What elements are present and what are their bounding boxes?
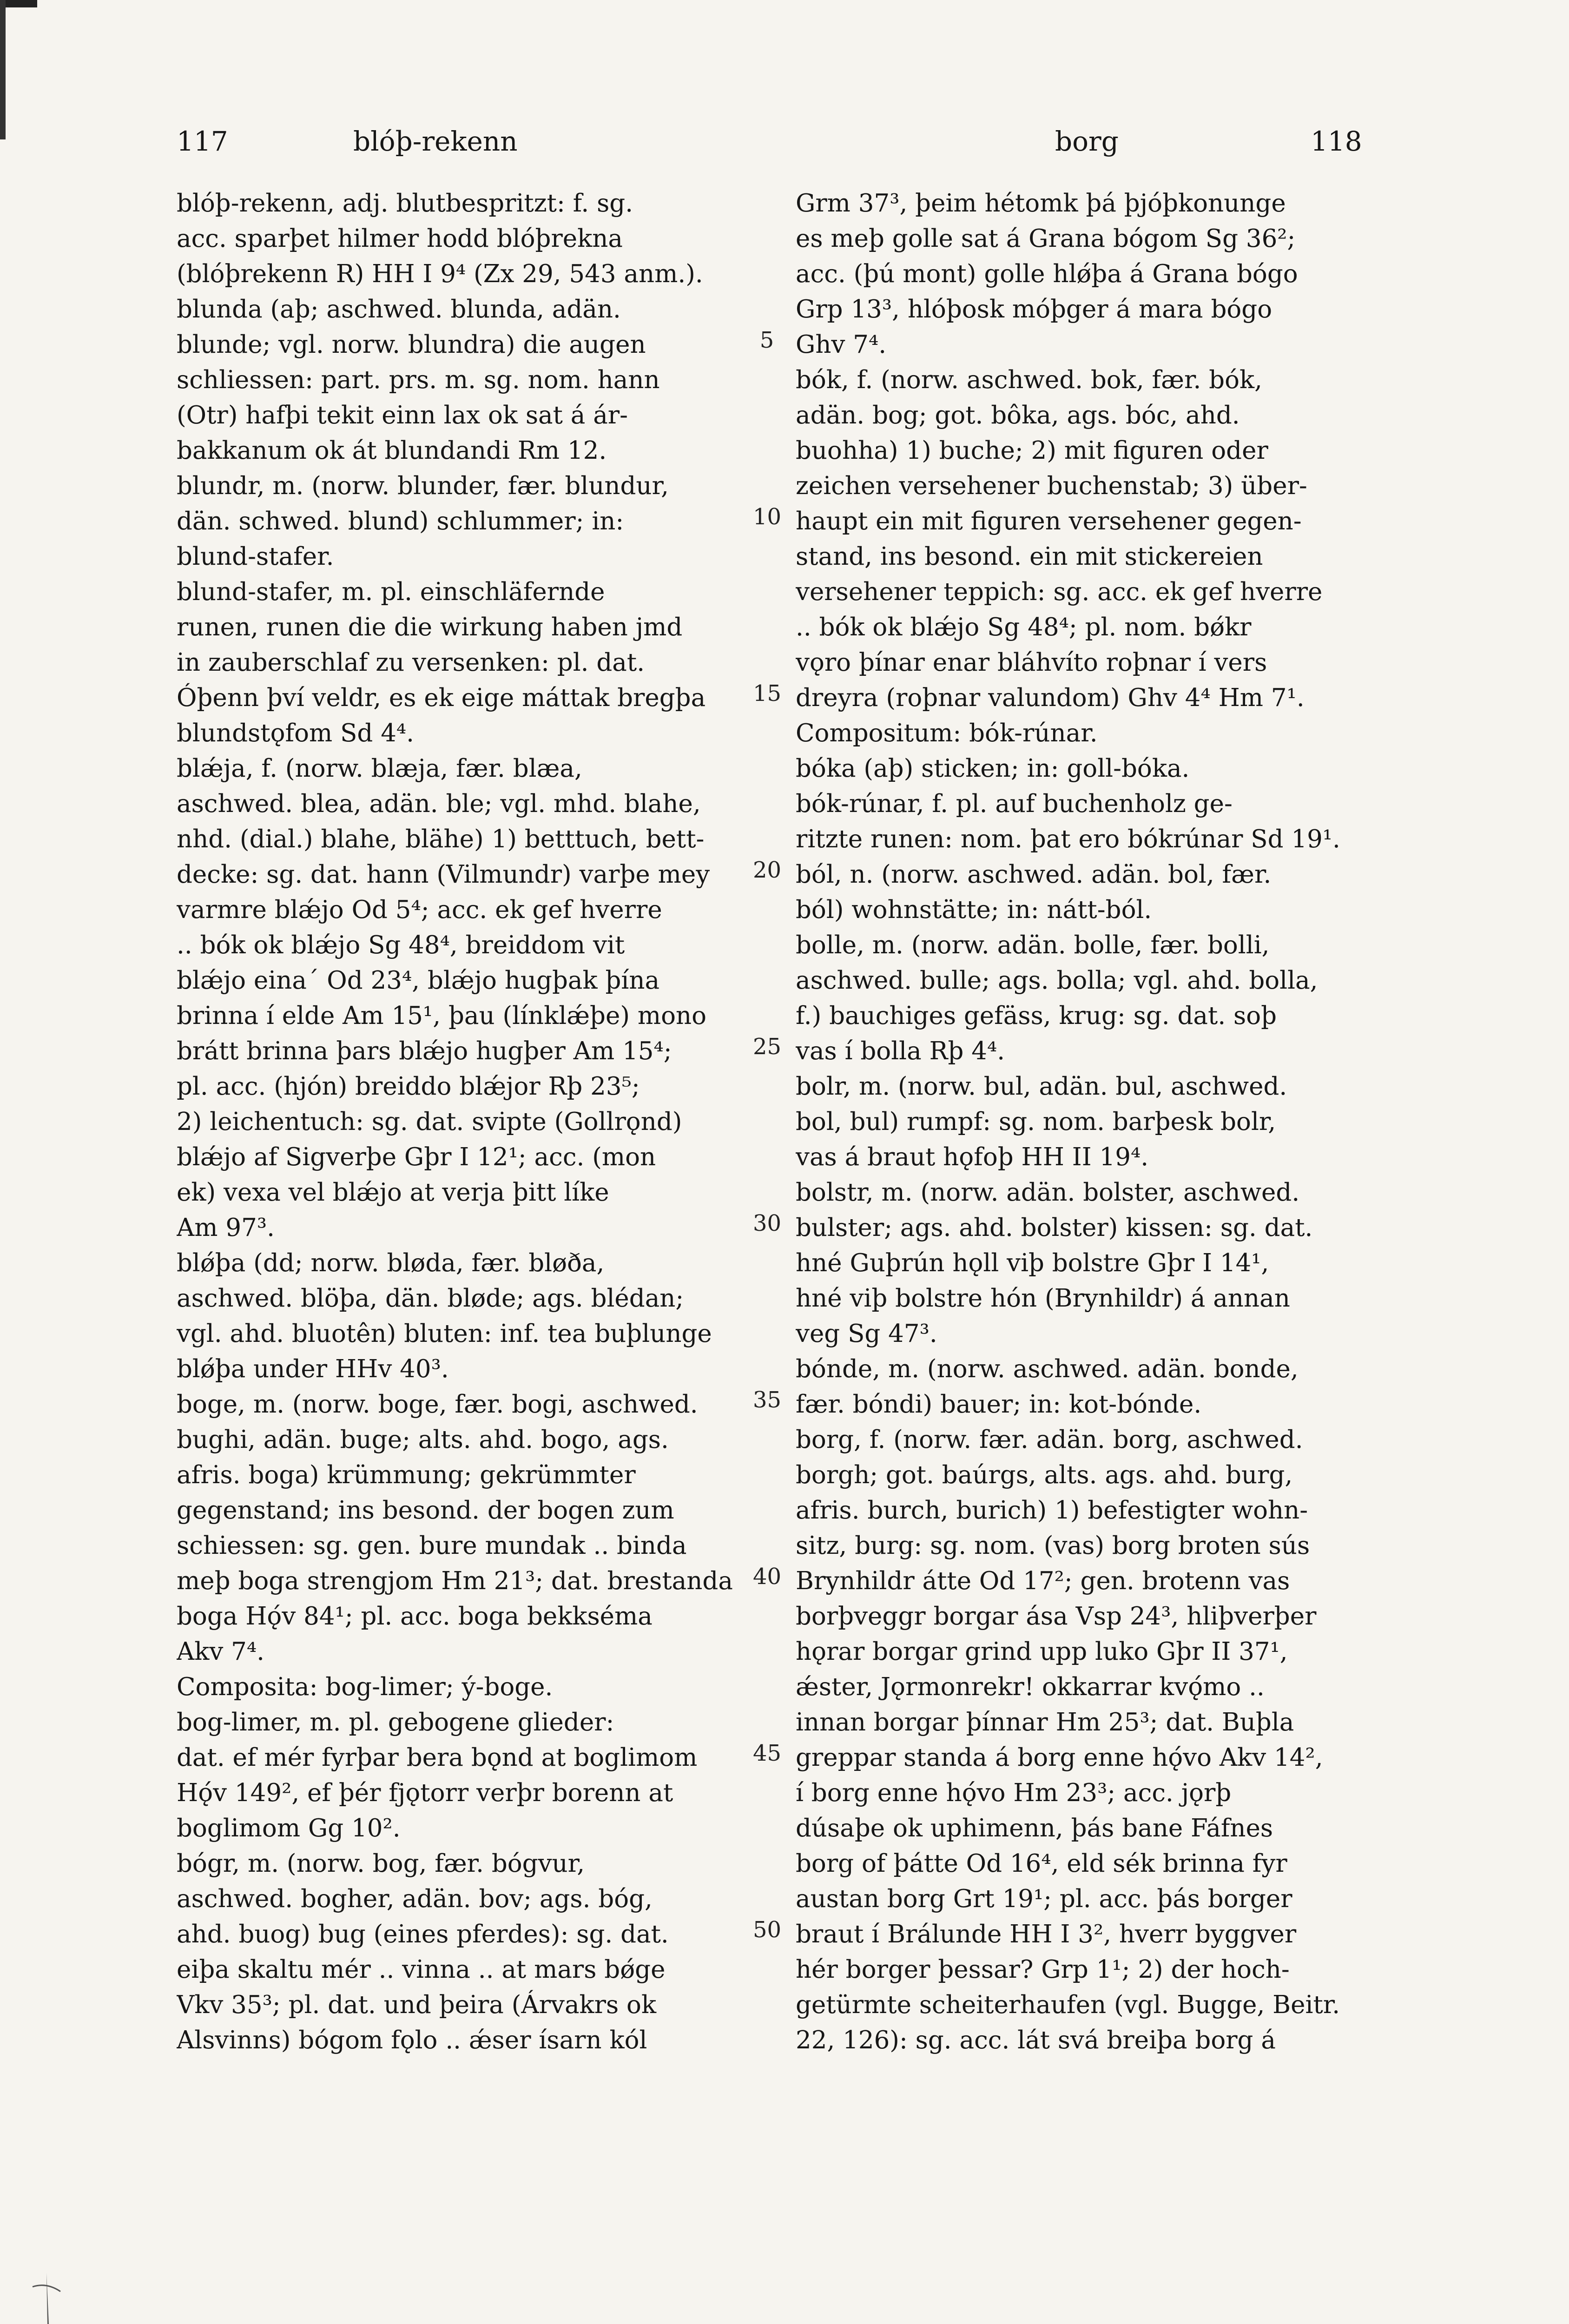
left-page-number: 117 xyxy=(177,125,228,157)
left-column-line: bakkanum ok át blundandi Rm 12. xyxy=(177,436,607,465)
left-column-line: Óþenn því veldr, es ek eige máttak bregþa xyxy=(177,684,706,712)
left-column-line: gegenstand; ins besond. der bogen zum xyxy=(177,1496,674,1525)
left-column-line: blǿþa under HHv 40³. xyxy=(177,1355,449,1383)
left-column-line: (blóþrekenn R) HH I 9⁴ (Zx 29, 543 anm.). xyxy=(177,260,703,288)
right-column-line: hǫrar borgar grind upp luko Gþr II 37¹, xyxy=(796,1637,1288,1666)
right-column-line: borþveggr borgar ása Vsp 24³, hliþverþer xyxy=(796,1602,1317,1631)
right-column-line: fær. bóndi) bauer; in: kot-bónde. xyxy=(796,1390,1202,1419)
left-column-line: blund-stafer. xyxy=(177,542,334,571)
right-column-line: f.) bauchiges gefäss, krug: sg. dat. soþ xyxy=(796,1002,1277,1030)
line-number: 35 xyxy=(753,1387,782,1413)
left-guide-word: blóþ-rekenn xyxy=(353,125,518,157)
left-column-line: bog-limer, m. pl. gebogene glieder: xyxy=(177,1708,614,1736)
left-column-line: meþ boga strengjom Hm 21³; dat. brestanda xyxy=(177,1567,733,1595)
right-column-line: hér borger þessar? Grp 1¹; 2) der hoch- xyxy=(796,1955,1290,1984)
line-number: 45 xyxy=(753,1740,782,1766)
right-column-line: 22, 126): sg. acc. lát svá breiþa borg á xyxy=(796,2026,1276,2054)
line-number: 5 xyxy=(759,327,774,353)
right-column-line: borgh; got. baúrgs, alts. ags. ahd. burg, xyxy=(796,1461,1293,1489)
left-column-line: vgl. ahd. bluotên) bluten: inf. tea buþlunge xyxy=(177,1320,712,1348)
left-column-line: runen, runen die die wirkung haben jmd xyxy=(177,613,683,641)
right-column-line: vas í bolla Rþ 4⁴. xyxy=(796,1037,1005,1065)
left-column-line: blóþ-rekenn, adj. blutbespritzt: f. sg. xyxy=(177,189,633,218)
left-column-line: acc. sparþet hilmer hodd blóþrekna xyxy=(177,224,623,253)
left-column-line: schliessen: part. prs. m. sg. nom. hann xyxy=(177,366,660,394)
right-column-line: versehener teppich: sg. acc. ek gef hverre xyxy=(796,578,1323,606)
line-number: 15 xyxy=(753,680,782,706)
right-column-line: haupt ein mit figuren versehener gegen- xyxy=(796,507,1302,535)
line-number: 40 xyxy=(753,1564,782,1590)
right-column-line: afris. burch, burich) 1) befestigter wohn- xyxy=(796,1496,1308,1525)
left-column-line: blund-stafer, m. pl. einschläfernde xyxy=(177,578,605,606)
right-page-number: 118 xyxy=(1311,125,1362,157)
left-column-line: brinna í elde Am 15¹, þau (línklǽþe) mono xyxy=(177,1002,707,1030)
left-column-line: pl. acc. (hjón) breiddo blǽjor Rþ 23⁵; xyxy=(177,1072,640,1101)
line-number: 25 xyxy=(753,1034,782,1060)
left-column-line: boge, m. (norw. boge, fær. bogi, aschwed. xyxy=(177,1390,698,1419)
right-column-line: Grm 37³, þeim hétomk þá þjóþkonunge xyxy=(796,189,1286,218)
left-column-line: blǿþa (dd; norw. bløda, fær. bløða, xyxy=(177,1249,605,1277)
right-column-line: .. bók ok blǽjo Sg 48⁴; pl. nom. bǿkr xyxy=(796,613,1252,641)
right-column-line: sitz, burg: sg. nom. (vas) borg broten sús xyxy=(796,1532,1310,1560)
right-column-line: getürmte scheiterhaufen (vgl. Bugge, Beitr. xyxy=(796,1991,1340,2019)
left-column-line: 2) leichentuch: sg. dat. svipte (Gollrǫnd) xyxy=(177,1108,682,1136)
left-column-line: Vkv 35³; pl. dat. und þeira (Árvakrs ok xyxy=(177,1991,657,2019)
right-column-line: greppar standa á borg enne hǫ́vo Akv 14², xyxy=(796,1743,1323,1772)
left-column-line: boglimom Gg 10². xyxy=(177,1814,401,1842)
scan-edge-mark xyxy=(0,0,37,7)
right-column-line: zeichen versehener buchenstab; 3) über- xyxy=(796,472,1307,500)
right-column-line: ritzte runen: nom. þat ero bókrúnar Sd 19¹. xyxy=(796,825,1340,853)
right-column-line: bók, f. (norw. aschwed. bok, fær. bók, xyxy=(796,366,1262,394)
left-column-line: blǽjo eina´ Od 23⁴, blǽjo hugþak þína xyxy=(177,966,660,995)
left-column-line: aschwed. blöþa, dän. bløde; ags. blédan; xyxy=(177,1284,684,1313)
left-column-line: dän. schwed. blund) schlummer; in: xyxy=(177,507,624,535)
right-column-line: Grp 13³, hlóþosk móþger á mara bógo xyxy=(796,295,1272,324)
left-column-line: Alsvinns) bógom fǫlo .. ǽser ísarn kól xyxy=(177,2026,647,2054)
left-column-line: in zauberschlaf zu versenken: pl. dat. xyxy=(177,648,645,677)
right-column-line: Compositum: bók-rúnar. xyxy=(796,719,1098,747)
right-column-line: aschwed. bulle; ags. bolla; vgl. ahd. bolla, xyxy=(796,966,1318,995)
left-column-line: afris. boga) krümmung; gekrümmter xyxy=(177,1461,636,1489)
right-column-line: bol, bul) rumpf: sg. nom. barþesk bolr, xyxy=(796,1108,1276,1136)
right-guide-word: borg xyxy=(1055,125,1119,157)
left-column-line: bógr, m. (norw. bog, fær. bógvur, xyxy=(177,1849,585,1878)
left-column-line: blǽjo af Sigverþe Gþr I 12¹; acc. (mon xyxy=(177,1143,656,1171)
right-column-line: austan borg Grt 19¹; pl. acc. þás borger xyxy=(796,1885,1292,1913)
right-column-line: ból, n. (norw. aschwed. adän. bol, fær. xyxy=(796,860,1272,889)
left-column-line: blunde; vgl. norw. blundra) die augen xyxy=(177,330,646,359)
left-column-line: schiessen: sg. gen. bure mundak .. binda xyxy=(177,1532,687,1560)
right-column-line: vǫro þínar enar bláhvíto roþnar í vers xyxy=(796,648,1267,677)
line-number: 20 xyxy=(753,857,782,883)
right-column-line: bolle, m. (norw. adän. bolle, fær. bolli, xyxy=(796,931,1270,959)
left-column-line: aschwed. blea, adän. ble; vgl. mhd. blahe, xyxy=(177,790,701,818)
left-column-line: Akv 7⁴. xyxy=(177,1637,264,1666)
right-column-line: bolstr, m. (norw. adän. bolster, aschwed. xyxy=(796,1178,1300,1207)
ink-smudge-ornament xyxy=(28,2268,65,2324)
running-header xyxy=(0,112,1569,163)
left-column-line: decke: sg. dat. hann (Vilmundr) varþe mey xyxy=(177,860,710,889)
right-column-line: í borg enne hǫ́vo Hm 23³; acc. jǫrþ xyxy=(796,1779,1232,1807)
left-column-line: blǽja, f. (norw. blæja, fær. blæa, xyxy=(177,754,582,783)
right-column-line: bónde, m. (norw. aschwed. adän. bonde, xyxy=(796,1355,1299,1383)
left-column-line: blundstǫfom Sd 4⁴. xyxy=(177,719,415,747)
right-column-line: borg of þátte Od 16⁴, eld sék brinna fyr xyxy=(796,1849,1287,1878)
left-column-line: Composita: bog-limer; ý-boge. xyxy=(177,1673,553,1701)
right-column-line: hné viþ bolstre hón (Brynhildr) á annan xyxy=(796,1284,1290,1313)
left-column-line: ahd. buog) bug (eines pferdes): sg. dat. xyxy=(177,1920,669,1948)
right-column-line: ǽster, Jǫrmonrekr! okkarrar kvǫ́mo .. xyxy=(796,1673,1265,1701)
left-column-line: ek) vexa vel blǽjo at verja þitt líke xyxy=(177,1178,609,1207)
right-column-line: es meþ golle sat á Grana bógom Sg 36²; xyxy=(796,224,1296,253)
line-number: 50 xyxy=(753,1917,782,1943)
left-column-line: brátt brinna þars blǽjo hugþer Am 15⁴; xyxy=(177,1037,672,1065)
left-column-line: .. bók ok blǽjo Sg 48⁴, breiddom vit xyxy=(177,931,625,959)
right-column-line: borg, f. (norw. fær. adän. borg, aschwed. xyxy=(796,1426,1303,1454)
left-column-line: Hǫ́v 149², ef þér fjǫtorr verþr borenn at xyxy=(177,1779,673,1807)
right-column-line: ból) wohnstätte; in: nátt-ból. xyxy=(796,896,1152,924)
right-column-line: acc. (þú mont) golle hlǿþa á Grana bógo xyxy=(796,260,1298,288)
right-column xyxy=(796,186,1377,2058)
right-column-line: vas á braut hǫfoþ HH II 19⁴. xyxy=(796,1143,1149,1171)
right-column-line: buohha) 1) buche; 2) mit figuren oder xyxy=(796,436,1268,465)
right-column-line: innan borgar þínnar Hm 25³; dat. Buþla xyxy=(796,1708,1294,1736)
left-column-line: blundr, m. (norw. blunder, fær. blundur, xyxy=(177,472,669,500)
right-column-line: Ghv 7⁴. xyxy=(796,330,887,359)
left-column-line: aschwed. bogher, adän. bov; ags. bóg, xyxy=(177,1885,653,1913)
left-column-line: varmre blǽjo Od 5⁴; acc. ek gef hverre xyxy=(177,896,662,924)
right-column-line: braut í Brálunde HH I 3², hverr byggver xyxy=(796,1920,1297,1948)
left-column-line: eiþa skaltu mér .. vinna .. at mars bǿge xyxy=(177,1955,666,1984)
left-column-line: blunda (aþ; aschwed. blunda, adän. xyxy=(177,295,621,324)
left-column-line: Am 97³. xyxy=(177,1214,275,1242)
right-column-line: Brynhildr átte Od 17²; gen. brotenn vas xyxy=(796,1567,1290,1595)
line-number: 10 xyxy=(753,504,782,530)
right-column-line: bóka (aþ) sticken; in: goll-bóka. xyxy=(796,754,1190,783)
right-column-line: veg Sg 47³. xyxy=(796,1320,937,1348)
right-column-line: bolr, m. (norw. bul, adän. bul, aschwed. xyxy=(796,1072,1287,1101)
left-column-line: nhd. (dial.) blahe, blähe) 1) betttuch, bett- xyxy=(177,825,705,853)
right-column-line: adän. bog; got. bôka, ags. bóc, ahd. xyxy=(796,401,1240,429)
right-column-line: bók-rúnar, f. pl. auf buchenholz ge- xyxy=(796,790,1233,818)
left-column xyxy=(177,186,739,2058)
right-column-line: dúsaþe ok uphimenn, þás bane Fáfnes xyxy=(796,1814,1273,1842)
left-column-line: boga Hǫ́v 84¹; pl. acc. boga bekkséma xyxy=(177,1602,653,1631)
right-column-line: hné Guþrún hǫll viþ bolstre Gþr I 14¹, xyxy=(796,1249,1269,1277)
right-column-line: bulster; ags. ahd. bolster) kissen: sg. dat. xyxy=(796,1214,1313,1242)
right-column-line: stand, ins besond. ein mit stickereien xyxy=(796,542,1263,571)
line-number: 30 xyxy=(753,1210,782,1236)
right-column-line: dreyra (roþnar valundom) Ghv 4⁴ Hm 7¹. xyxy=(796,684,1305,712)
left-column-line: bughi, adän. buge; alts. ahd. bogo, ags. xyxy=(177,1426,669,1454)
left-column-line: dat. ef mér fyrþar bera bǫnd at boglimom xyxy=(177,1743,698,1772)
left-column-line: (Otr) hafþi tekit einn lax ok sat á ár- xyxy=(177,401,628,429)
